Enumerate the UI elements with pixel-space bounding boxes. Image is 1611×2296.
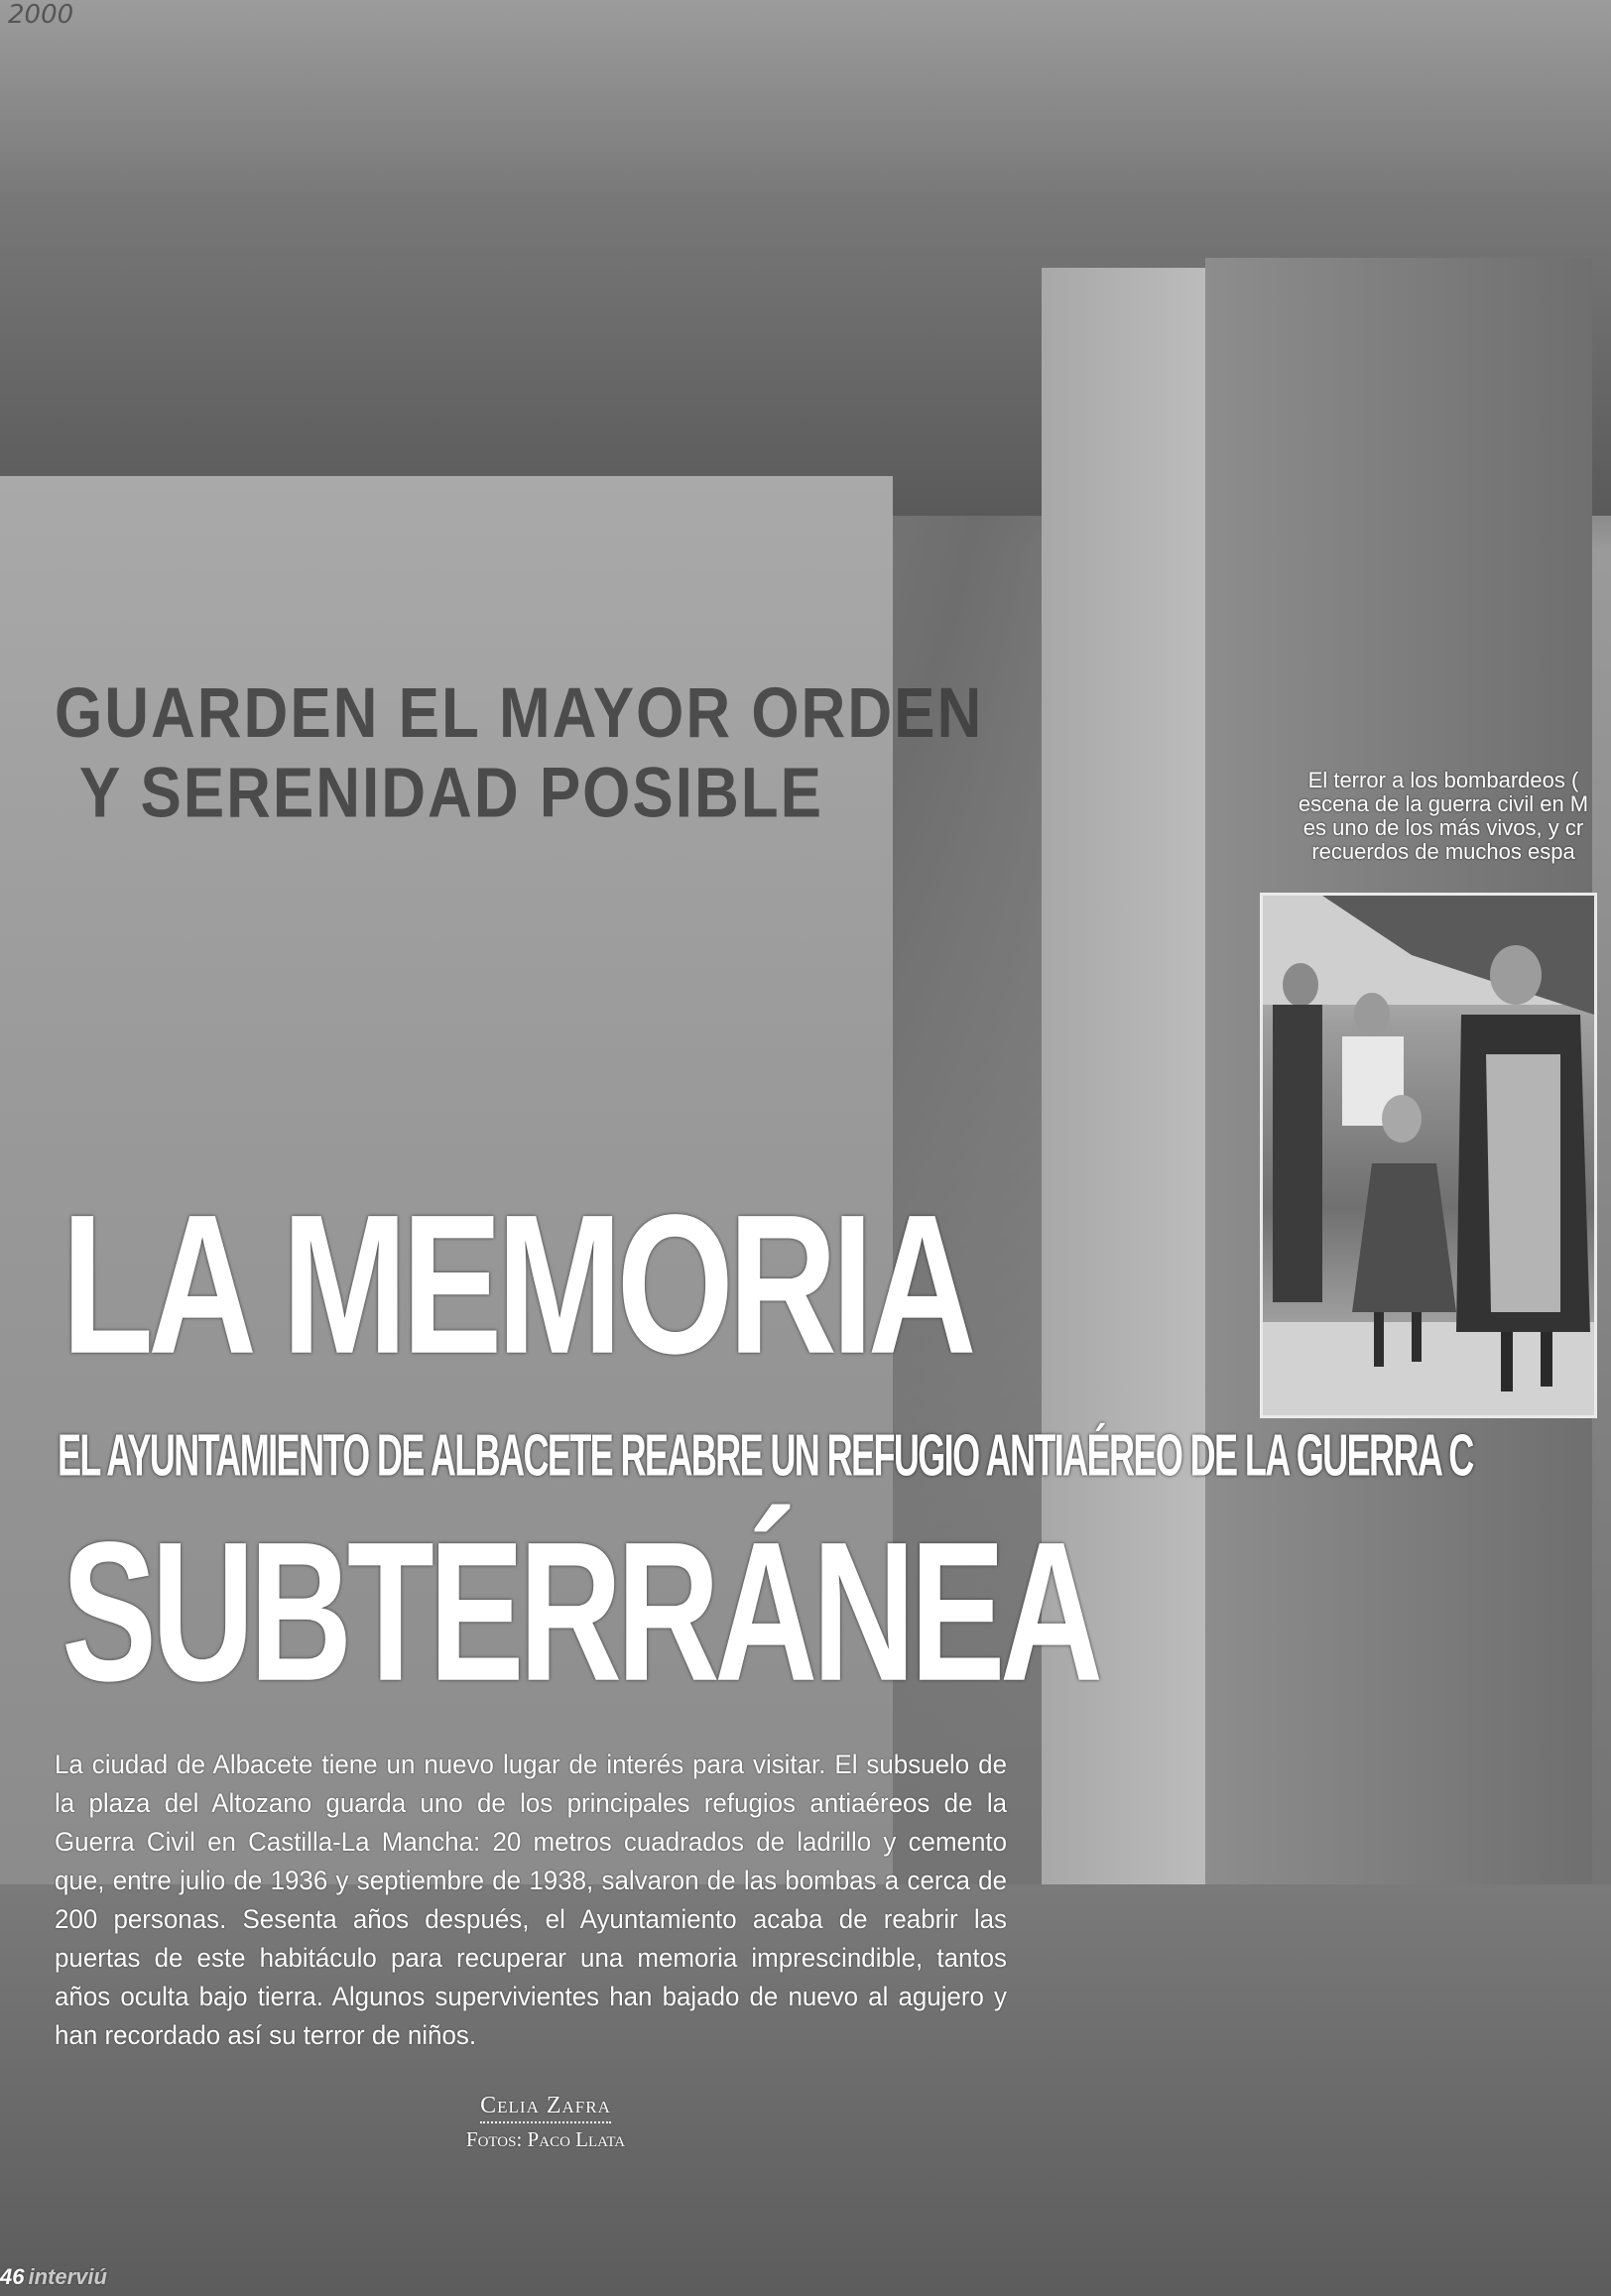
wall-sign-line-2: Y SERENIDAD POSIBLE <box>78 754 823 833</box>
page-number: 46 <box>0 2264 25 2289</box>
wall-painted-sign <box>55 673 984 834</box>
headline-deck: EL AYUNTAMIENTO DE ALBACETE REABRE UN REFUGIO ANTIAÉREO DE LA GUERRA C <box>58 1423 1473 1490</box>
caption-line-4: recuerdos de muchos espa <box>1311 839 1575 864</box>
headline-line-2: SUBTERRÁNEA <box>62 1500 1098 1723</box>
handwritten-year: 2000 <box>8 0 74 30</box>
byline-author: Celia Zafra <box>480 2093 611 2123</box>
lead-paragraph: La ciudad de Albacete tiene un nuevo lugar de interés para visitar. El subsuelo de la plaza del Altozano guarda uno de los principales refugios antiaéreos de la Guerra Civil en Castilla-La Mancha: 20 metros cuadrados de ladrillo y cemento que, entre julio de 1936 y septiembre de 1938, salvaron de las bombas a cerca de 200 personas. Sesenta años después, el Ayuntamiento acaba de reabrir las puertas de este habitáculo para recuperar una memoria imprescindible, tantos años oculta bajo tierra. Algunos supervivientes han bajado de nuevo al agujero y han recordado así su terror de niños. <box>55 1750 1007 2050</box>
historic-photo-inset <box>1260 893 1597 1418</box>
historic-photo-figures <box>1263 896 1594 1415</box>
byline-photos: Fotos: Paco Llata <box>465 2127 626 2151</box>
caption-line-2: escena de la guerra civil en M <box>1298 791 1589 816</box>
wall-sign-line-1: GUARDEN EL MAYOR ORDEN <box>55 673 984 753</box>
caption-line-1: El terror a los bombardeos ( <box>1307 768 1579 792</box>
photo-caption <box>1280 769 1607 864</box>
page-folio <box>0 2264 107 2290</box>
caption-line-3: es uno de los más vivos, y cr <box>1302 815 1584 840</box>
magazine-name: interviú <box>28 2264 107 2289</box>
byline <box>417 2093 675 2152</box>
headline-line-1: LA MEMORIA <box>62 1172 971 1395</box>
